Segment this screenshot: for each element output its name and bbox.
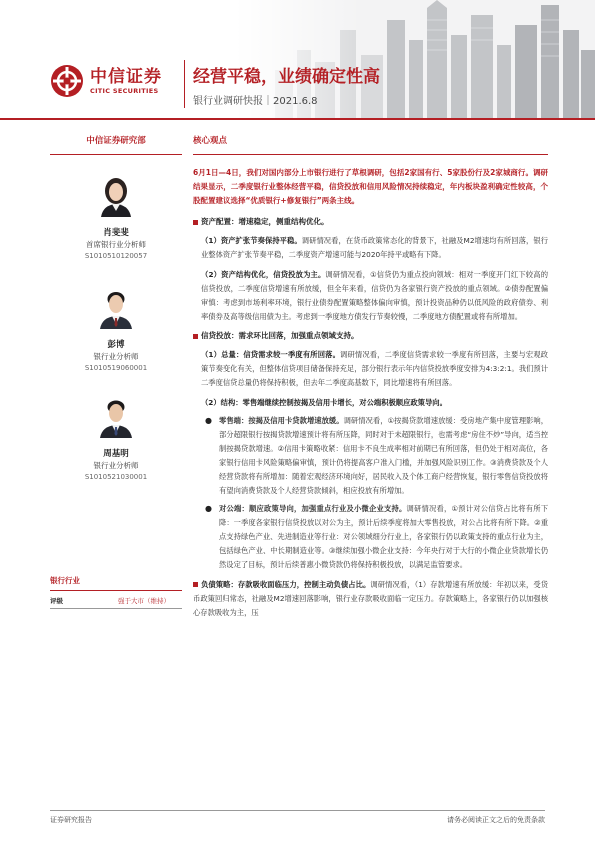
bullet-list bbox=[193, 414, 548, 572]
analyst-role: 银行业分析师 bbox=[93, 461, 139, 470]
paragraph bbox=[193, 234, 548, 262]
credit-heading bbox=[193, 330, 548, 342]
paragraph-lead: （2）资产结构优化，信贷投放为主。 bbox=[201, 270, 326, 279]
list-item-lead: 零售端：按揭及信用卡贷款增速放缓。 bbox=[219, 416, 344, 425]
credit-title: 信贷投放：需求环比回落，加强重点领域支持。 bbox=[201, 331, 359, 340]
bullet-square-icon bbox=[193, 334, 198, 339]
logo-cn-text: 中信证券 bbox=[90, 66, 162, 87]
paragraph bbox=[193, 268, 548, 324]
page-footer bbox=[50, 810, 545, 825]
analyst-role: 银行业分析师 bbox=[93, 352, 139, 361]
citic-logo bbox=[50, 64, 162, 98]
paragraph-text: 调研情况看，在货币政策常态化的背景下，社融及M2增速均有所回落，银行业整体资产扩张节奏平稳，二季度资产增速可能与2020年持平或略有下降。 bbox=[201, 236, 548, 259]
list-item-text: 调研情况看，①按揭贷款增速放缓：受房地产集中度管理影响，部分超限银行按揭贷款增速预计将有所压降，同时对于未超限银行，也需考虑“房住不炒”导向，适当控制按揭贷款增速。②信用卡策略收紧：信用卡不良生成率相对前期已有所回落，但仍处于相对高位，各家银行信用卡风险策略偏审慎，预计仍将提高客户准入门槛，并加强风险识别工作。③消费贷款及个人经营贷款将有所增加：随着宏观经济环境向好，居民收入及个体工商户经营恢复，银行零售信贷投放将有望向消费贷款及个人经营贷款倾斜，相应投放有所增加。 bbox=[219, 416, 549, 495]
list-item-lead: 对公端：顺应政策导向，加强重点行业及小微企业支持。 bbox=[219, 504, 407, 513]
rating-value: 强于大市（维持） bbox=[118, 597, 170, 605]
liability-paragraph bbox=[193, 578, 548, 620]
rating-label: 评级 bbox=[50, 597, 63, 605]
paragraph bbox=[193, 396, 548, 410]
rating-row bbox=[50, 591, 182, 609]
industry-rating-box bbox=[50, 575, 182, 609]
core-views-heading: 核心观点 bbox=[193, 120, 548, 155]
footer-left: 证券研究报告 bbox=[50, 816, 92, 824]
bullet-square-icon bbox=[193, 582, 198, 587]
logo-en-text: CITIC SECURITIES bbox=[90, 86, 159, 95]
list-item-text: 调研情况看，①预计对公信贷占比将有所下降：一季度各家银行信贷投放以对公为主，预计后续季度将加大零售投放，对公占比将有所下降。②重点支持绿色产业、先进制造业等行业：对公领域细分行业上，各家银行仍以政策支持的重点行业为主，包括绿色产业、中长期制造业等。③继续加强小微企业支持：今年央行对于大行的小微企业贷款增长仍然设定了目标，预计后续普惠小微贷款仍将保持积极投放，以满足监管要求。 bbox=[219, 504, 549, 569]
paragraph-text: 调研情况看，①信贷仍为重点投向领域：相对一季度开门红下较高的信贷投放，二季度信贷增速有所放缓，但全年来看，信贷仍为各家银行资产投放的重点领域。②债券配置偏审慎：考虑到市场利率环境，银行业债券配置策略整体偏向审慎，预计投资品种仍以低风险的政府债券、利率债券及高等级信用债为主。考虑到一季度地方债发行节奏较慢，二季度地方债配置或将有所增加。 bbox=[201, 270, 548, 321]
bullet-square-icon bbox=[193, 220, 198, 225]
analyst-photo bbox=[97, 396, 135, 438]
industry-label: 银行行业 bbox=[50, 575, 182, 591]
report-subtitle: 银行业调研快报｜2021.6.8 bbox=[193, 96, 318, 107]
institute-name: 中信证券研究部 bbox=[50, 120, 182, 155]
report-title: 经营平稳，业绩确定性高 bbox=[193, 67, 380, 87]
analyst-license: S1010510120057 bbox=[84, 252, 148, 260]
bullet-dot-icon: ● bbox=[205, 416, 212, 425]
analyst-card bbox=[50, 287, 182, 374]
header-divider bbox=[184, 60, 185, 108]
analyst-name: 肖斐斐 bbox=[103, 228, 129, 238]
analyst-license: S1010521030001 bbox=[84, 473, 148, 481]
asset-allocation-title: 资产配置：增速稳定，侧重结构优化。 bbox=[201, 217, 329, 226]
list-item bbox=[193, 502, 548, 572]
summary-paragraph: 6月1日—4日，我们对国内部分上市银行进行了草根调研，包括2家国有行、5家股份行及2家城商行。调研结果显示，二季度银行业整体经营平稳，信贷投放和信用风险情况持续稳定，年内板块盈利确定性较高，个股配置建议选择“优质银行+修复银行”两条主线。 bbox=[193, 168, 548, 205]
citic-logo-icon bbox=[50, 64, 84, 98]
report-header bbox=[0, 0, 595, 118]
analyst-name: 周基明 bbox=[103, 449, 129, 459]
analyst-photo bbox=[97, 175, 135, 217]
paragraph-lead: （2）结构：零售端继续控制按揭及信用卡增长，对公端积极顺应政策导向。 bbox=[201, 398, 447, 407]
analyst-license: S1010519060001 bbox=[84, 364, 148, 372]
footer-disclaimer: 请务必阅读正文之后的免责条款 bbox=[447, 816, 545, 824]
list-item bbox=[193, 414, 548, 498]
paragraph-text: 调研情况看，二季度信贷需求较一季度有所回落，主要与宏观政策节奏变化有关，但整体信贷项目储备保持充足，部分银行表示年内信贷投放季度安排为4:3:2:1。我们预计二季度信贷总量仍将保持积极，但去年二季度高基数下，同比增速将有所回落。 bbox=[201, 350, 549, 387]
paragraph-lead: （1）总量：信贷需求较一季度有所回落。 bbox=[201, 350, 341, 359]
sidebar bbox=[50, 120, 182, 605]
liability-lead: 负债策略：存款吸收面临压力，控制主动负债占比。 bbox=[201, 580, 371, 589]
liability-text: 调研情况看，（1）存款增速有所放缓：年初以来，受货币政策回归常态，社融及M2增速回落影响，银行业存款吸收面临一定压力。存款策略上，各家银行仍以加强核心存款吸收为主，压 bbox=[193, 580, 548, 617]
analyst-card bbox=[50, 396, 182, 483]
analyst-role: 首席银行业分析师 bbox=[86, 240, 146, 249]
analyst-photo bbox=[97, 287, 135, 329]
bullet-dot-icon: ● bbox=[205, 504, 212, 513]
main-content bbox=[193, 120, 548, 620]
paragraph bbox=[193, 348, 548, 390]
analyst-card bbox=[50, 175, 182, 262]
analyst-name: 彭博 bbox=[107, 340, 125, 350]
asset-allocation-heading bbox=[193, 216, 548, 228]
paragraph-lead: （1）资产扩张节奏保持平稳。 bbox=[201, 236, 302, 245]
